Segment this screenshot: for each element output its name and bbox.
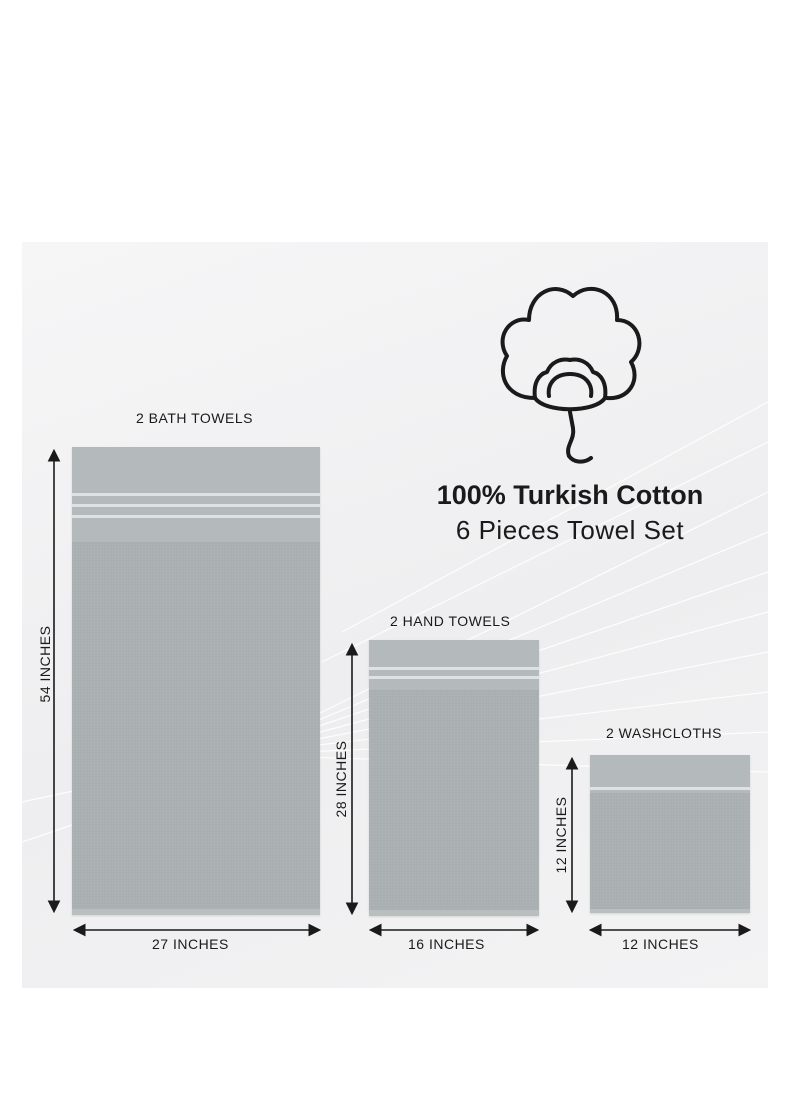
washcloth-image	[590, 755, 750, 913]
washcloth-width-label: 12 INCHES	[622, 936, 699, 952]
hand-towel-width-label: 16 INCHES	[408, 936, 485, 952]
headline-subtitle: 6 Pieces Towel Set	[455, 515, 685, 545]
headline-title: 100% Turkish Cotton	[436, 480, 704, 510]
hand-towel-height-label: 28 INCHES	[333, 740, 349, 818]
bath-towel-height-label: 54 INCHES	[37, 625, 53, 703]
cotton-flower-icon	[495, 278, 645, 468]
bath-towel-width-label: 27 INCHES	[152, 936, 229, 952]
hand-towel-image	[369, 640, 539, 916]
bath-towel-title: 2 BATH TOWELS	[136, 410, 253, 426]
hand-towel-title: 2 HAND TOWELS	[390, 613, 511, 629]
washcloth-title: 2 WASHCLOTHS	[606, 725, 722, 741]
bath-towel-image	[72, 447, 320, 915]
washcloth-height-label: 12 INCHES	[553, 796, 569, 874]
